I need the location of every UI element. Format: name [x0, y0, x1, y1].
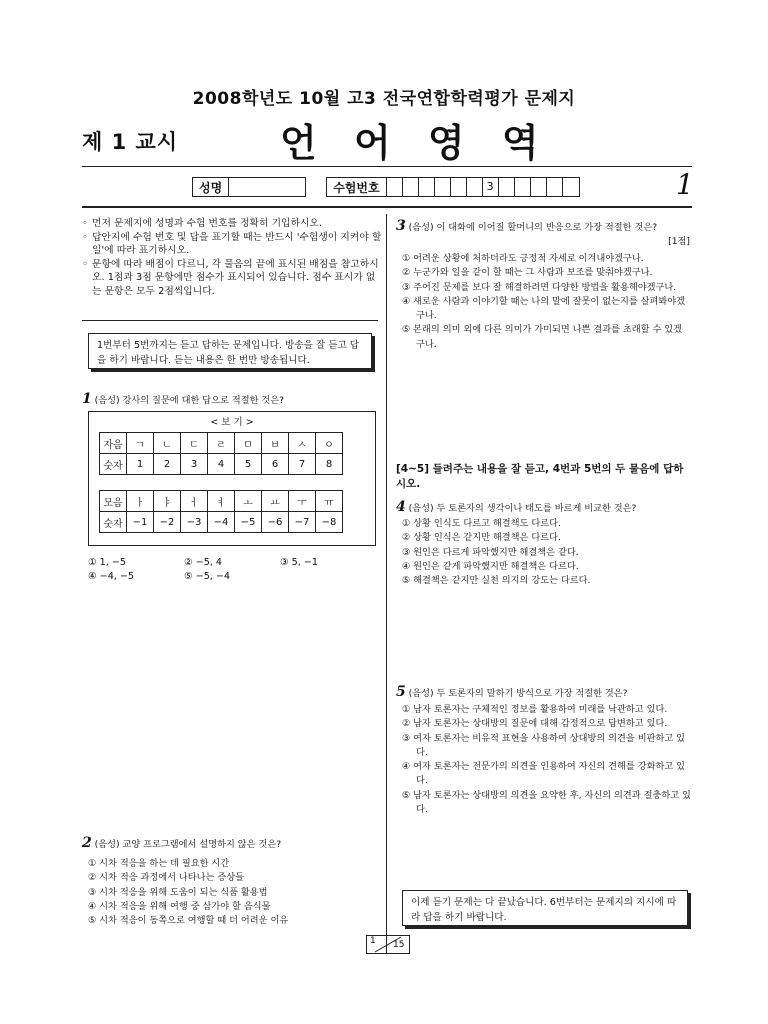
- table-cell: ㅜ: [289, 491, 316, 512]
- table-cell: −8: [316, 512, 343, 533]
- table-cell: −1: [127, 512, 154, 533]
- table-cell: 2: [154, 454, 181, 475]
- answer-option[interactable]: ③ 원인은 다르게 파악했지만 해결책은 같다.: [402, 546, 579, 558]
- answer-option[interactable]: ① 상황 인식도 다르고 해결책도 다르다.: [402, 518, 561, 529]
- header-rule: [82, 166, 692, 167]
- answer-option[interactable]: ④ 새로운 사람과 이야기할 때는 나의 말에 잘못이 없는지를 살펴봐야겠구나.: [402, 295, 686, 322]
- question-stem: (음성) 두 토론자의 생각이나 태도를 바르게 비교한 것은?: [408, 503, 637, 514]
- answer-option[interactable]: ③ 시차 적응을 위해 도움이 되는 식품 활용법: [88, 886, 268, 898]
- table-cell: 8: [316, 454, 343, 475]
- table-row: [100, 491, 343, 512]
- table-cell: −2: [154, 512, 181, 533]
- name-box[interactable]: [192, 177, 306, 197]
- table-cell: ㅑ: [154, 491, 181, 512]
- instruction-item: ◦ 먼저 문제지에 성명과 수험 번호를 정확히 기입하시오.: [82, 217, 382, 231]
- table-cell: −6: [262, 512, 289, 533]
- table-header: 자음: [100, 433, 127, 454]
- candidate-info-bar: [192, 177, 580, 197]
- instruction-item: ◦ 답안지에 수험 번호 및 답을 표기할 때는 반드시 '수험생이 지켜야 할 일'에 따라 표기하시오.: [82, 231, 382, 258]
- exam-number-cell[interactable]: [467, 178, 483, 196]
- question-number: 1: [82, 391, 92, 407]
- question-1: [82, 392, 382, 408]
- sample-box: [88, 411, 376, 546]
- question-number: 4: [396, 499, 406, 515]
- table-cell: ㅗ: [235, 491, 262, 512]
- instructions: [82, 217, 382, 298]
- answer-option[interactable]: ③ 주어진 문제를 보다 잘 해결하려면 다양한 방법을 활용해야겠구나.: [402, 281, 677, 293]
- answer-option[interactable]: ④ −4, −5: [88, 571, 135, 582]
- table-header: 모음: [100, 491, 127, 512]
- table-cell: −7: [289, 512, 316, 533]
- answer-option[interactable]: ③ 여자 토론자는 비유적 표현을 사용하여 상대방의 의견을 비판하고 있다.: [402, 732, 686, 758]
- instruction-item: ◦ 문항에 따라 배점이 다르니, 각 물음의 끝에 표시된 배점을 참고하시오. 1점과 3점 문항에만 점수가 표시되어 있습니다. 점수 표시가 없는 문항은 모두 2점씩입니다.: [82, 258, 382, 299]
- table-header: 숫자: [100, 454, 127, 475]
- question-2: [82, 836, 382, 852]
- table-cell: −5: [235, 512, 262, 533]
- exam-number-cell[interactable]: [403, 178, 419, 196]
- end-of-listening-text: 이제 듣기 문제는 다 끝났습니다. 6번부터는 문제지의 지시에 따라 답을 하기 바랍니다.: [411, 897, 677, 923]
- question-3: [396, 219, 692, 235]
- answer-option[interactable]: ⑤ −5, −4: [184, 571, 231, 582]
- answer-option[interactable]: ② 상황 인식은 같지만 해결책은 다르다.: [402, 532, 561, 544]
- table-cell: ㅛ: [262, 491, 289, 512]
- answer-option[interactable]: ④ 원인은 같게 파악했지만 해결책은 다르다.: [402, 560, 579, 572]
- answer-option[interactable]: ① 시차 적응을 하는 데 필요한 시간: [88, 858, 230, 869]
- exam-title: 2008학년도 10월 고3 전국연합학력평가 문제지: [192, 89, 576, 109]
- question-4-5-intro: [4~5] 들려주는 내용을 잘 듣고, 4번과 5번의 두 물음에 답하시오.: [396, 463, 684, 490]
- table-cell: −4: [208, 512, 235, 533]
- table-cell: ㅇ: [316, 433, 343, 454]
- answer-option[interactable]: ② 누군가와 일을 같이 할 때는 그 사람과 보조를 맞춰야겠구나.: [402, 267, 653, 279]
- answer-option[interactable]: ② −5, 4: [184, 557, 222, 568]
- answer-option[interactable]: ② 시차 적응 과정에서 나타나는 증상들: [88, 872, 244, 884]
- question-3-options: [402, 252, 690, 352]
- table-row: [100, 512, 343, 533]
- name-field[interactable]: [229, 178, 305, 196]
- exam-number-cell[interactable]: [499, 178, 515, 196]
- table-cell: ㄷ: [181, 433, 208, 454]
- exam-number-cell[interactable]: [387, 178, 403, 196]
- table-cell: ㅏ: [127, 491, 154, 512]
- subject-title: 언 어 영 역: [280, 121, 551, 165]
- table-cell: ㄱ: [127, 433, 154, 454]
- exam-number-cell[interactable]: [531, 178, 547, 196]
- question-5-options: [402, 703, 692, 817]
- listening-intro-text: 1번부터 5번까지는 듣고 답하는 문제입니다. 방송을 잘 듣고 답을 하기 바랍니다. 듣는 내용은 한 번만 방송됩니다.: [97, 340, 360, 366]
- question-2-options: [88, 857, 380, 928]
- exam-number-cell[interactable]: [563, 178, 579, 196]
- exam-number-cell[interactable]: [435, 178, 451, 196]
- question-stem: (음성) 교양 프로그램에서 설명하지 않은 것은?: [94, 839, 282, 850]
- question-number: 2: [82, 835, 92, 851]
- question-number: 5: [396, 684, 406, 700]
- table-cell: −3: [181, 512, 208, 533]
- answer-option[interactable]: ④ 시차 적응을 위해 여행 중 삼가야 할 음식물: [88, 900, 271, 912]
- table-cell: 5: [235, 454, 262, 475]
- question-5: [396, 685, 692, 701]
- answer-option[interactable]: ① 1, −5: [88, 557, 126, 568]
- exam-number-cell[interactable]: [419, 178, 435, 196]
- top-rule: [82, 206, 692, 208]
- listening-intro-box: [88, 333, 372, 369]
- period-label: 제 1 교시: [82, 130, 179, 154]
- table-cell: ㄴ: [154, 433, 181, 454]
- table-header: 숫자: [100, 512, 127, 533]
- table-cell: 4: [208, 454, 235, 475]
- end-of-listening-box: [402, 890, 688, 926]
- answer-option[interactable]: ⑤ 시차 적응이 동쪽으로 여행할 때 더 어려운 이유: [88, 915, 289, 927]
- name-label: 성명: [193, 178, 229, 196]
- table-cell: 6: [262, 454, 289, 475]
- consonant-table: [99, 432, 343, 475]
- table-cell: ㅂ: [262, 433, 289, 454]
- table-cell: 3: [181, 454, 208, 475]
- answer-option[interactable]: ① 어려운 상황에 처하더라도 긍정적 자세로 이겨내야겠구나.: [402, 253, 644, 264]
- points-label: [1점]: [668, 236, 690, 247]
- table-cell: ㅕ: [208, 491, 235, 512]
- answer-option[interactable]: ⑤ 남자 토론자는 상대방의 의견을 요약한 후, 자신의 의견과 절충하고 있다.: [402, 789, 691, 816]
- question-stem: (음성) 이 대화에 이어질 할머니의 반응으로 가장 적절한 것은?: [408, 222, 658, 233]
- question-4: [396, 500, 692, 516]
- sample-title: < 보 기 >: [210, 417, 254, 428]
- current-page: 1: [370, 936, 376, 946]
- answer-option[interactable]: ⑤ 본래의 의미 외에 다른 의미가 가미되면 나쁜 결과를 초래할 수 있겠구나.: [402, 324, 682, 350]
- answer-option[interactable]: ④ 여자 토론자는 전문가의 의견을 인용하여 자신의 견해를 강화하고 있다.: [402, 761, 686, 787]
- table-cell: ㅠ: [316, 491, 343, 512]
- table-row: [100, 433, 343, 454]
- exam-number-label: 수험번호: [327, 178, 386, 196]
- table-cell: ㄹ: [208, 433, 235, 454]
- table-cell: 1: [127, 454, 154, 475]
- table-cell: ㅅ: [289, 433, 316, 454]
- exam-number-cell[interactable]: [547, 178, 563, 196]
- answer-option[interactable]: ③ 5, −1: [280, 557, 318, 568]
- page-indicator: [366, 935, 410, 954]
- table-cell: 7: [289, 454, 316, 475]
- table-cell: ㅓ: [181, 491, 208, 512]
- exam-number-dash: 3: [483, 178, 499, 196]
- column-divider: [386, 214, 387, 954]
- answer-option[interactable]: ① 남자 토론자는 구체적인 정보를 활용하여 미래를 낙관하고 있다.: [402, 704, 668, 715]
- question-4-options: [402, 517, 690, 588]
- exam-number-cell[interactable]: [451, 178, 467, 196]
- question-number: 3: [396, 218, 406, 234]
- table-cell: ㅁ: [235, 433, 262, 454]
- exam-number-box[interactable]: [326, 177, 579, 197]
- instructions-rule: [82, 320, 378, 321]
- table-row: [100, 454, 343, 475]
- total-pages: 15: [393, 940, 405, 950]
- vowel-table: [99, 490, 343, 533]
- answer-option[interactable]: ⑤ 해결책은 같지만 실천 의지의 강도는 다르다.: [402, 575, 591, 587]
- question-stem: (음성) 두 토론자의 말하기 방식으로 가장 적절한 것은?: [408, 688, 628, 699]
- answer-option[interactable]: ② 남자 토론자는 상대방의 질문에 대해 감정적으로 답변하고 있다.: [402, 718, 668, 730]
- question-stem: (음성) 강사의 질문에 대한 답으로 적절한 것은?: [94, 395, 284, 406]
- page-number: 1: [676, 168, 694, 201]
- exam-number-cell[interactable]: [515, 178, 531, 196]
